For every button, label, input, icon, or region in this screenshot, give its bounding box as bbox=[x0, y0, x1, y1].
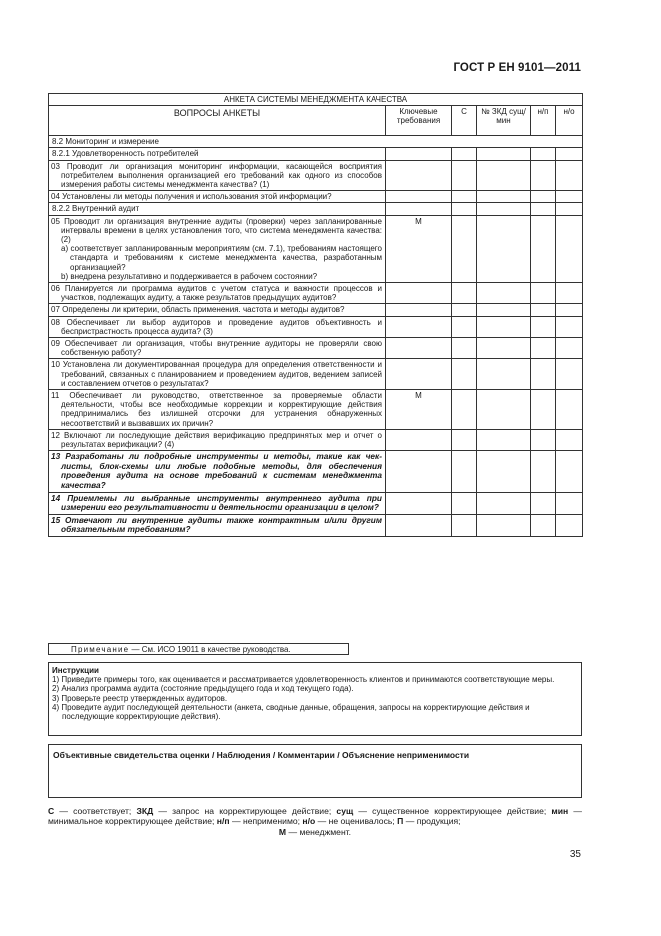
table-row bbox=[49, 304, 583, 316]
legend-value-np: — неприменимо; bbox=[229, 816, 303, 827]
c-cell[interactable] bbox=[452, 160, 477, 191]
table-row bbox=[49, 451, 583, 492]
question-05-b: b) внедрена результативно и поддерживается в рабочем состоянии? bbox=[61, 271, 318, 281]
zkd-cell[interactable] bbox=[477, 191, 531, 203]
instruction-item-4: 4) Проведите аудит последующей деятельности (анкета, сводные данные, обращения, запросы на корректирующие действия и последующие корректирующие действия). bbox=[52, 702, 530, 722]
key-cell[interactable] bbox=[386, 338, 452, 359]
legend-key-sush: сущ bbox=[336, 806, 354, 816]
key-cell[interactable] bbox=[386, 160, 452, 191]
question-12: 12 Включают ли последующие действия верификацию предпринятых мер и отчет о результатах верификации? (4) bbox=[49, 429, 386, 450]
instruction-item-3: 3) Проверьте реестр утвержденных аудиторов. bbox=[52, 693, 228, 703]
legend-key-no: н/о bbox=[302, 816, 316, 827]
col-header-zkd: № ЗКД сущ/мин bbox=[477, 106, 531, 136]
question-03: 03 Проводит ли организация мониторинг информации, касающейся восприятия потребителем выполнения организацией его требований как одного из способов измерения работы системы менеджмента качества? (1) bbox=[49, 160, 386, 191]
legend-key-zkd: ЗКД bbox=[136, 806, 154, 816]
question-07: 07 Определены ли критерии, область применения. частота и методы аудитов? bbox=[49, 304, 386, 316]
key-cell[interactable]: М bbox=[386, 390, 452, 430]
zkd-cell[interactable] bbox=[477, 359, 531, 390]
legend-value-sush: — существенное корректирующее действие; bbox=[353, 806, 552, 816]
table-title: АНКЕТА СИСТЕМЫ МЕНЕДЖМЕНТА КАЧЕСТВА bbox=[49, 94, 583, 106]
question-08: 08 Обеспечивает ли выбор аудиторов и проведение аудитов объективность и беспристрастность процесса аудита? (3) bbox=[49, 316, 386, 337]
zkd-cell[interactable] bbox=[477, 304, 531, 316]
table-row bbox=[49, 359, 583, 390]
note-box bbox=[48, 643, 349, 655]
table-row bbox=[49, 160, 583, 191]
zkd-cell[interactable] bbox=[477, 514, 531, 536]
c-cell[interactable] bbox=[452, 359, 477, 390]
col-header-key: Ключевые требования bbox=[386, 106, 452, 136]
c-cell[interactable] bbox=[452, 492, 477, 514]
zkd-cell[interactable] bbox=[477, 316, 531, 337]
np-cell[interactable] bbox=[531, 338, 556, 359]
document-code: ГОСТ Р ЕН 9101—2011 bbox=[453, 62, 581, 74]
legend-key-min: мин bbox=[551, 806, 569, 816]
np-cell[interactable] bbox=[531, 283, 556, 304]
section-title: 8.2 Мониторинг и измерение bbox=[49, 136, 583, 148]
legend-value-m: — менеджмент. bbox=[286, 826, 352, 837]
np-cell[interactable] bbox=[531, 316, 556, 337]
question-15: 15 Отвечают ли внутренние аудиты также контрактным и/или другим обязательным требованиям? bbox=[49, 514, 386, 536]
zkd-cell[interactable] bbox=[477, 283, 531, 304]
question-14: 14 Приемлемы ли выбранные инструменты внутреннего аудита при измерении его результативности и деятельности организации в целом? bbox=[49, 492, 386, 514]
questionnaire-form bbox=[48, 93, 582, 537]
table-row bbox=[49, 215, 583, 282]
np-cell[interactable] bbox=[531, 215, 556, 282]
table-row bbox=[49, 316, 583, 337]
no-cell[interactable] bbox=[556, 429, 583, 450]
key-cell[interactable] bbox=[386, 492, 452, 514]
key-cell[interactable]: М bbox=[386, 215, 452, 282]
table-row bbox=[49, 390, 583, 430]
no-cell[interactable] bbox=[556, 451, 583, 492]
c-cell[interactable] bbox=[452, 338, 477, 359]
zkd-cell[interactable] bbox=[477, 215, 531, 282]
zkd-cell[interactable] bbox=[477, 160, 531, 191]
key-cell[interactable] bbox=[386, 451, 452, 492]
key-cell[interactable] bbox=[386, 359, 452, 390]
instructions-title: Инструкции bbox=[52, 666, 99, 675]
key-cell[interactable] bbox=[386, 514, 452, 536]
np-cell[interactable] bbox=[531, 429, 556, 450]
note-label: Примечание bbox=[71, 645, 130, 654]
no-cell[interactable] bbox=[556, 215, 583, 282]
c-cell[interactable] bbox=[452, 429, 477, 450]
table-row bbox=[49, 283, 583, 304]
col-header-no: н/о bbox=[556, 106, 583, 136]
no-cell[interactable] bbox=[556, 191, 583, 203]
table-row bbox=[49, 492, 583, 514]
table-row bbox=[49, 429, 583, 450]
legend-key-p: П bbox=[397, 816, 404, 827]
question-09: 09 Обеспечивает ли организация, чтобы внутренние аудиторы не проверяли свою собственную работу? bbox=[49, 338, 386, 359]
legend-key-m: М bbox=[278, 826, 287, 837]
col-header-np: н/п bbox=[531, 106, 556, 136]
note-text: — См. ИСО 19011 в качестве руководства. bbox=[129, 645, 291, 654]
zkd-cell[interactable] bbox=[477, 390, 531, 430]
c-cell[interactable] bbox=[452, 514, 477, 536]
legend-value-no: — не оценивалось; bbox=[315, 816, 398, 827]
no-cell[interactable] bbox=[556, 160, 583, 191]
np-cell[interactable] bbox=[531, 514, 556, 536]
table-row bbox=[49, 338, 583, 359]
question-11: 11 Обеспечивает ли руководство, ответственное за проверяемые области деятельности, чтобы все необходимые коррекции и корректирующие действия предпринимались без излишней отсрочки для устранения обнаруженных несоответствий и вызвавших их причин? bbox=[49, 390, 386, 430]
c-cell[interactable] bbox=[452, 304, 477, 316]
question-05 bbox=[49, 215, 386, 282]
table-row bbox=[49, 514, 583, 536]
c-cell[interactable] bbox=[452, 215, 477, 282]
no-cell[interactable] bbox=[556, 338, 583, 359]
np-cell[interactable] bbox=[531, 304, 556, 316]
no-cell[interactable] bbox=[556, 316, 583, 337]
col-header-questions: ВОПРОСЫ АНКЕТЫ bbox=[49, 106, 386, 136]
legend-last-line bbox=[48, 827, 582, 837]
question-06: 06 Планируется ли программа аудитов с учетом статуса и важности процессов и участков, подлежащих аудиту, а также результатов предыдущих аудитов? bbox=[49, 283, 386, 304]
c-cell[interactable] bbox=[452, 451, 477, 492]
question-05-main: 05 Проводит ли организация внутренние аудиты (проверки) через запланированные интервалы времени в целях установления того, что система менеджмента качества: (2) bbox=[51, 216, 382, 245]
instructions-box bbox=[48, 662, 582, 736]
instruction-item-1: 1) Приведите примеры того, как оценивается и рассматривается удовлетворенность клиентов и принимаются соответствующие меры. bbox=[52, 675, 555, 685]
instruction-item-2: 2) Анализ программа аудита (состояние предыдущего года и ход текущего года). bbox=[52, 684, 354, 694]
c-cell[interactable] bbox=[452, 390, 477, 430]
questionnaire-table bbox=[48, 93, 583, 537]
c-cell[interactable] bbox=[452, 316, 477, 337]
no-cell[interactable] bbox=[556, 492, 583, 514]
question-04: 04 Установлены ли методы получения и использования этой информации? bbox=[49, 191, 386, 203]
legend-value-min: — минимальное корректирующее действие; bbox=[48, 806, 583, 827]
key-cell[interactable] bbox=[386, 283, 452, 304]
legend-key-np: н/п bbox=[216, 816, 230, 827]
page-number: 35 bbox=[569, 849, 581, 860]
no-cell[interactable] bbox=[556, 283, 583, 304]
np-cell[interactable] bbox=[531, 160, 556, 191]
subsection-title-2: 8.2.2 Внутренний аудит bbox=[49, 203, 386, 215]
key-cell[interactable] bbox=[386, 191, 452, 203]
legend-value-zkd: — запрос на корректирующее действие; bbox=[153, 806, 337, 816]
question-10: 10 Установлена ли документированная процедура для определения ответственности и требований, связанных с планированием и проведением аудитов, ведением записей и составлением отчетов о результатах? bbox=[49, 359, 386, 390]
zkd-cell[interactable] bbox=[477, 429, 531, 450]
evidence-box[interactable] bbox=[48, 744, 582, 798]
legend-value-p: — продукция; bbox=[403, 816, 461, 827]
key-cell[interactable] bbox=[386, 429, 452, 450]
no-cell[interactable] bbox=[556, 304, 583, 316]
np-cell[interactable] bbox=[531, 390, 556, 430]
np-cell[interactable] bbox=[531, 359, 556, 390]
zkd-cell[interactable] bbox=[477, 492, 531, 514]
np-cell[interactable] bbox=[531, 492, 556, 514]
subsection-title-1: 8.2.1 Удовлетворенность потребителей bbox=[49, 148, 386, 160]
no-cell[interactable] bbox=[556, 390, 583, 430]
zkd-cell[interactable] bbox=[477, 338, 531, 359]
col-header-c: С bbox=[452, 106, 477, 136]
legend-key-c: С bbox=[48, 806, 55, 816]
legend bbox=[48, 806, 582, 837]
legend-value-c: — соответствует; bbox=[54, 806, 137, 816]
question-13: 13 Разработаны ли подробные инструменты и методы, такие как чек-листы, блок-схемы или любые подобные методы, для обеспечения проведения аудита на основе требований к системам менеджмента качества? bbox=[49, 451, 386, 492]
no-cell[interactable] bbox=[556, 359, 583, 390]
key-cell[interactable] bbox=[386, 304, 452, 316]
evidence-title: Объективные свидетельства оценки / Наблюдения / Комментарии / Объяснение неприменимости bbox=[53, 750, 470, 760]
c-cell[interactable] bbox=[452, 283, 477, 304]
np-cell[interactable] bbox=[531, 451, 556, 492]
no-cell[interactable] bbox=[556, 514, 583, 536]
question-05-a: а) соответствует запланированным мероприятиям (см. 7.1), требованиям настоящего стандарта и требованиям к системе менеджмента качества, разработанным организацией? bbox=[61, 244, 382, 272]
table-row bbox=[49, 191, 583, 203]
c-cell[interactable] bbox=[452, 191, 477, 203]
key-cell[interactable] bbox=[386, 316, 452, 337]
zkd-cell[interactable] bbox=[477, 451, 531, 492]
np-cell[interactable] bbox=[531, 191, 556, 203]
